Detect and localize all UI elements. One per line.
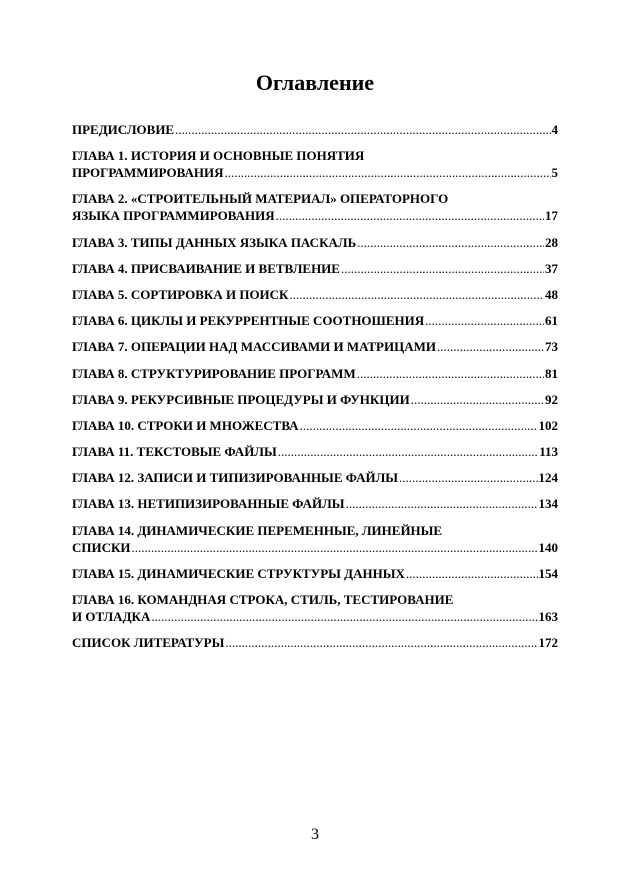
toc-entry-page: 134 [538, 496, 558, 512]
toc-entry-page: 48 [545, 286, 558, 302]
toc-entry [72, 634, 558, 651]
toc-entry [72, 365, 558, 382]
toc-dot-leader [346, 495, 538, 512]
toc-dot-leader [225, 634, 537, 651]
toc-entry [72, 312, 558, 329]
toc-entry-line [72, 539, 558, 556]
table-of-contents [72, 121, 558, 660]
toc-dot-leader [357, 234, 544, 251]
toc-entry-line [72, 565, 558, 582]
toc-entry-title: ГЛАВА 11. ТЕКСТОВЫЕ ФАЙЛЫ [72, 444, 277, 460]
toc-entry [72, 338, 558, 355]
toc-entry-page: 61 [545, 313, 558, 329]
toc-entry-title: ГЛАВА 15. ДИНАМИЧЕСКИЕ СТРУКТУРЫ ДАННЫХ [72, 565, 405, 581]
toc-dot-leader [276, 207, 544, 224]
toc-entry-page: 4 [551, 122, 558, 137]
toc-dot-leader [341, 260, 544, 277]
toc-entry-first-line: ГЛАВА 14. ДИНАМИЧЕСКИЕ ПЕРЕМЕННЫЕ, ЛИНЕЙНЫЕ [72, 522, 443, 538]
toc-entry-page: 140 [538, 539, 558, 555]
toc-entry-line [72, 286, 558, 303]
toc-entry-line [72, 391, 558, 408]
toc-entry-first-line: ГЛАВА 2. «СТРОИТЕЛЬНЫЙ МАТЕРИАЛ» ОПЕРАТОРНОГО [72, 191, 449, 207]
toc-entry-line [72, 469, 558, 486]
toc-entry-title: ГЛАВА 9. РЕКУРСИВНЫЕ ПРОЦЕДУРЫ И ФУНКЦИИ [72, 391, 410, 407]
toc-dot-leader [411, 391, 544, 408]
toc-dot-leader [278, 443, 538, 460]
toc-entry-title: ПРОГРАММИРОВАНИЯ [72, 165, 224, 181]
toc-entry-first-line: ГЛАВА 1. ИСТОРИЯ И ОСНОВНЫЕ ПОНЯТИЯ [72, 148, 365, 164]
toc-entry-page: 163 [538, 609, 558, 624]
toc-entry-title: СПИСОК ЛИТЕРАТУРЫ [72, 635, 225, 651]
toc-entry-title: СПИСКИ [72, 539, 131, 555]
toc-entry-first-line: ГЛАВА 16. КОМАНДНАЯ СТРОКА, СТИЛЬ, ТЕСТИРОВАНИЕ [72, 592, 454, 607]
toc-entry [72, 260, 558, 277]
toc-entry-title: ГЛАВА 5. СОРТИРОВКА И ПОИСК [72, 286, 289, 302]
toc-entry-page: 73 [545, 339, 558, 355]
toc-entry-title: ЯЗЫКА ПРОГРАММИРОВАНИЯ [72, 208, 275, 224]
toc-entry-page: 154 [538, 565, 558, 581]
toc-entry-line [72, 443, 558, 460]
toc-dot-leader [175, 121, 550, 138]
toc-entry-line [72, 634, 558, 651]
toc-entry [72, 121, 558, 138]
toc-entry [72, 591, 558, 625]
toc-dot-leader [151, 608, 537, 625]
toc-entry-title: ГЛАВА 6. ЦИКЛЫ И РЕКУРРЕНТНЫЕ СООТНОШЕНИЯ [72, 313, 425, 329]
toc-entry-page: 92 [545, 391, 558, 407]
toc-dot-leader [225, 164, 551, 181]
toc-entry-line [72, 312, 558, 329]
toc-entry-page: 37 [545, 260, 558, 276]
toc-entry [72, 234, 558, 251]
toc-entry [72, 190, 558, 224]
toc-entry [72, 417, 558, 434]
toc-entry-page: 5 [551, 165, 558, 181]
toc-entry-title: ГЛАВА 13. НЕТИПИЗИРОВАННЫЕ ФАЙЛЫ [72, 496, 345, 512]
toc-entry-title: ПРЕДИСЛОВИЕ [72, 122, 175, 137]
toc-entry [72, 443, 558, 460]
toc-entry-page: 102 [538, 417, 558, 433]
toc-entry-title: ГЛАВА 7. ОПЕРАЦИИ НАД МАССИВАМИ И МАТРИЦАМИ [72, 339, 436, 355]
toc-entry-line [72, 207, 558, 224]
toc-entry [72, 286, 558, 303]
toc-entry [72, 391, 558, 408]
toc-entry-page: 17 [545, 208, 558, 224]
toc-entry-title: ГЛАВА 4. ПРИСВАИВАНИЕ И ВЕТВЛЕНИЕ [72, 260, 340, 276]
toc-entry-line [72, 260, 558, 277]
toc-entry-page: 172 [538, 635, 558, 651]
toc-entry-line [72, 234, 558, 251]
toc-dot-leader [406, 565, 538, 582]
page-number: 3 [311, 826, 319, 843]
toc-entry-title: ГЛАВА 8. СТРУКТУРИРОВАНИЕ ПРОГРАММ [72, 365, 356, 381]
toc-entry-line [72, 338, 558, 355]
page-title: Оглавление [255, 70, 375, 95]
toc-entry-title: И ОТЛАДКА [72, 609, 151, 624]
toc-entry-line [72, 121, 558, 138]
toc-entry [72, 147, 558, 181]
toc-entry-line [72, 164, 558, 181]
toc-entry-page: 28 [545, 234, 558, 250]
toc-entry [72, 495, 558, 512]
toc-entry-line [72, 365, 558, 382]
toc-entry-page: 81 [545, 365, 558, 381]
toc-dot-leader [425, 312, 544, 329]
toc-dot-leader [300, 417, 538, 434]
toc-entry-title: ГЛАВА 12. ЗАПИСИ И ТИПИЗИРОВАННЫЕ ФАЙЛЫ [72, 470, 399, 486]
toc-entry [72, 522, 558, 556]
toc-entry [72, 469, 558, 486]
toc-dot-leader [132, 539, 538, 556]
toc-entry [72, 565, 558, 582]
toc-dot-leader [437, 338, 544, 355]
toc-dot-leader [399, 469, 537, 486]
toc-entry-line [72, 495, 558, 512]
toc-entry-title: ГЛАВА 3. ТИПЫ ДАННЫХ ЯЗЫКА ПАСКАЛЬ [72, 234, 357, 250]
toc-entry-line [72, 417, 558, 434]
toc-entry-page: 124 [538, 470, 558, 486]
toc-entry-page: 113 [539, 444, 558, 460]
toc-dot-leader [289, 286, 544, 303]
toc-dot-leader [357, 365, 544, 382]
toc-entry-title: ГЛАВА 10. СТРОКИ И МНОЖЕСТВА [72, 417, 299, 433]
toc-entry-line [72, 608, 558, 625]
